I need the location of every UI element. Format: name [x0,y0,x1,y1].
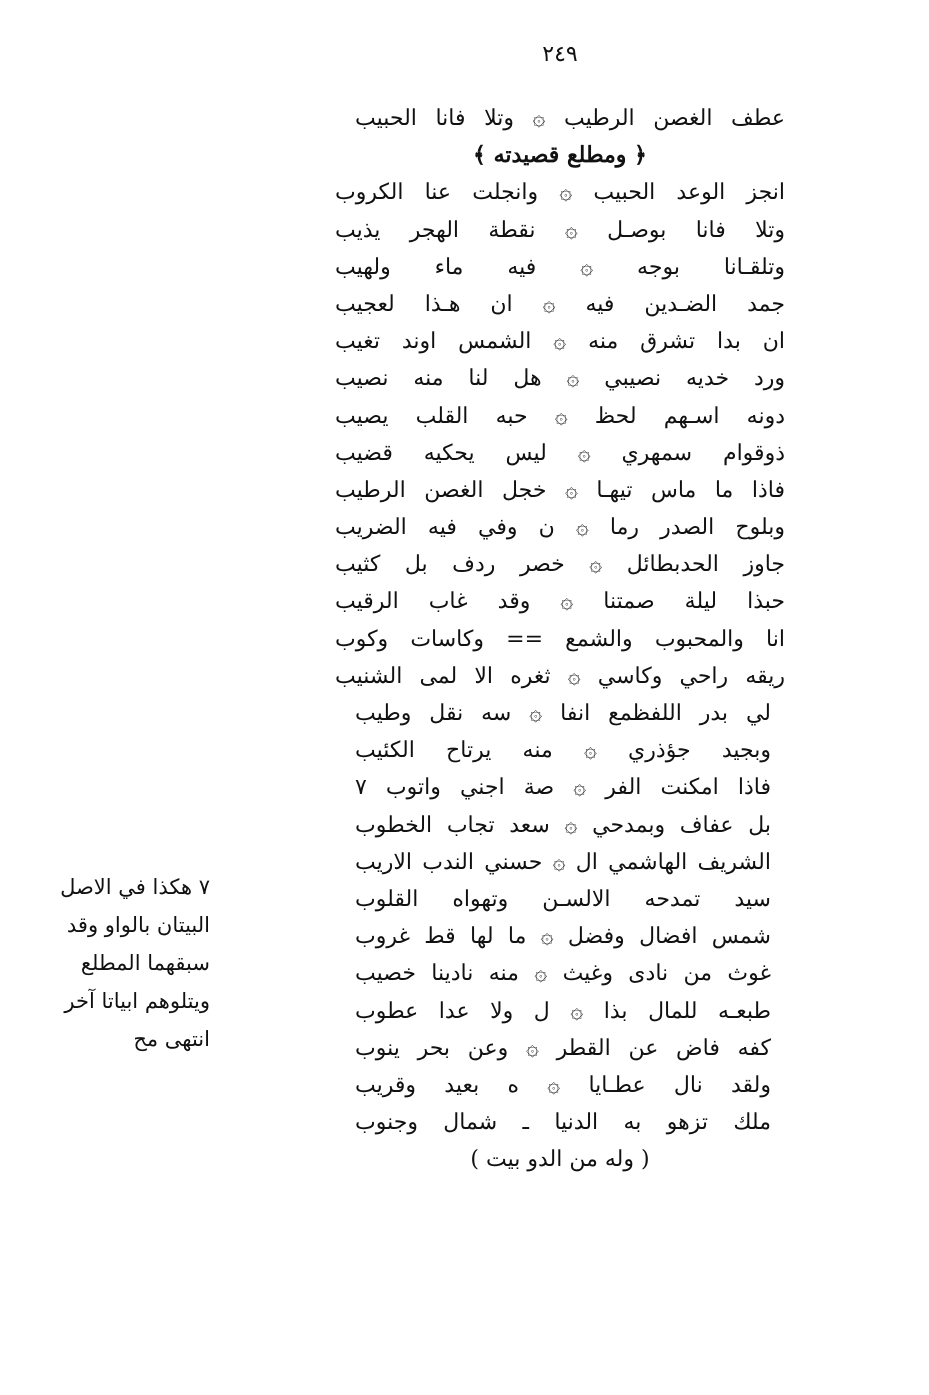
poem-line: جاوز الحدبطائل ۞ خصر ردف بل كثيب [335,552,785,578]
poem-line: كفه فاض عن القطر ۞ وعن بحر ينوب [355,1035,771,1061]
poem-line: وبجيد جؤذري ۞ منه يرتاح الكئيب [355,738,771,764]
poem-line: وبلوح الصدر رما ۞ ن وفي فيه الضريب [335,515,785,541]
poem-line: ﴿ ومطلع قصيدته ﴾ [473,142,647,169]
poem-line: سيد تمدحه الالسـن وتهواه القلوب [355,886,771,912]
poem-line: ريقه راحي وكاسي ۞ ثغره الا لمى الشنيب [335,663,785,689]
poem-line: انا والمحبوب والشمع == وكاسات وكوب [335,626,785,652]
poem-line: ورد خديه نصيبي ۞ هل لنا منه نصيب [335,366,785,392]
poem-line: وتلا فانا بوصـل ۞ نقطة الهجر يذيب [335,217,785,243]
poem-line: دونه اسـهم لحظ ۞ حبه القلب يصيب [335,403,785,429]
page-number: ٢٤٩ [542,42,578,67]
poem-line: طبعـه للمال بذا ۞ ل ولا عدا عطوب [355,998,771,1024]
footnote-line: ويتلوهم ابياتا آخر [64,989,210,1013]
poem-body [335,100,785,1178]
poem-line: بل عفاف وبمدحي ۞ سعد تجاب الخطوب [355,812,771,838]
poem-line: عطف الغصن الرطيب ۞ وتلا فانا الحبيب [355,106,785,131]
poem-line: ذوقوام سمهري ۞ ليس يحكيه قضيب [335,440,785,466]
poem-line: ملك تزهو به الدنيا ـ شمال وجنوب [355,1110,771,1136]
poem-line: حبذا ليلة صمتنا ۞ وقد غاب الرقيب [335,589,785,615]
poem-line: جمد الضـدين فيه ۞ ان هـذا لعجيب [335,291,785,317]
footnote-line: البيتان بالواو وقد [66,913,210,937]
poem-line: ان بدا تشرق منه ۞ الشمس اوند تغيب [335,329,785,355]
poem-line: ( وله من الدو بيت ) [470,1147,650,1173]
poem-line: غوث من نادى وغيث ۞ منه نادينا خصيب [355,961,771,987]
poem-line: انجز الوعد الحبيب ۞ وانجلت عنا الكروب [335,180,785,206]
margin-footnote [40,868,210,1058]
poem-line: ولقد نال عطـايا ۞ ه بعيد وقريب [355,1072,771,1098]
poem-line: شمس افضال وفضل ۞ ما لها قط غروب [355,924,771,950]
footnote-line: ٧ هكذا في الاصل [60,875,210,899]
poem-line: وتلقـانا بوجه ۞ فيه ماء ولهيب [335,254,785,280]
footnote-line: سبقهما المطلع [80,951,210,975]
poem-line: فاذا امكنت الفر ۞ صة اجني واتوب ٧ [355,775,771,801]
poem-line: فاذا ما ماس تيهـا ۞ خجل الغصن الرطيب [335,477,785,503]
footnote-line: انتهى مح [133,1027,210,1051]
poem-line: الشريف الهاشمي ال ۞ حسني الندب الاريب [355,849,771,875]
poem-line: لي بدر اللفظمع انفا ۞ سه نقل وطيب [355,701,771,726]
